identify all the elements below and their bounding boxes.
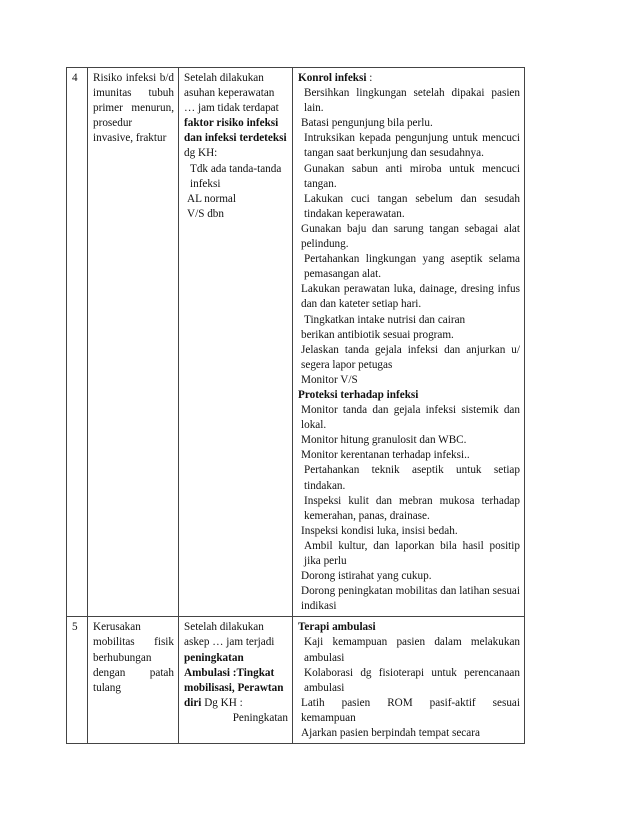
intervention-item: Intruksikan kepada pengunjung untuk mencuci tangan saat berkunjung dan sesudahnya. bbox=[304, 132, 520, 160]
intervention-item: Jelaskan tanda gejala infeksi dan anjurkan u/ segera lapor petugas bbox=[301, 343, 520, 371]
row-number: 5 bbox=[67, 617, 88, 744]
goal-tail: Dg KH : bbox=[204, 696, 243, 709]
intervention-item: Latih pasien ROM pasif-aktif sesuai kemampuan bbox=[301, 696, 520, 724]
intervention-item: Gunakan baju dan sarung tangan sebagai alat pelindung. bbox=[301, 222, 520, 251]
intervention-heading: Proteksi terhadap infeksi bbox=[298, 388, 419, 401]
table-row bbox=[67, 68, 525, 617]
intervention-heading: Konrol infeksi bbox=[298, 72, 367, 84]
goal-criterion: Peningkatan bbox=[232, 711, 288, 724]
goal-intro: Setelah dilakukan askep … jam terjadi bbox=[184, 621, 275, 649]
intervention-item: Tingkatkan intake nutrisi dan cairan bbox=[304, 313, 466, 326]
intervention-item: Bersihkan lingkungan setelah dipakai pasien lain. bbox=[304, 87, 520, 115]
goal-criterion: Tdk ada tanda-tanda infeksi bbox=[190, 162, 282, 190]
goal-cell bbox=[179, 68, 293, 617]
intervention-item: Lakukan perawatan luka, dainage, dresing infus dan dan kateter setiap hari. bbox=[301, 283, 520, 311]
row-number: 4 bbox=[67, 68, 88, 617]
intervention-item: Monitor kerentanan terhadap infeksi.. bbox=[301, 449, 470, 462]
intervention-heading-suffix: : bbox=[366, 72, 373, 84]
intervention-item: Lakukan cuci tangan sebelum dan sesudah tindakan keperawatan. bbox=[304, 192, 520, 220]
diagnosis-cell: Kerusakan mobilitas fisik berhubungan dengan patah tulang bbox=[88, 617, 179, 744]
intervention-item: Inspeksi kondisi luka, insisi bedah. bbox=[301, 524, 458, 537]
intervention-item: Inspeksi kulit dan mebran mukosa terhadap kemerahan, panas, drainase. bbox=[304, 494, 520, 522]
interventions-cell bbox=[293, 68, 525, 617]
intervention-heading: Terapi ambulasi bbox=[298, 621, 376, 634]
intervention-item: Monitor hitung granulosit dan WBC. bbox=[301, 434, 467, 447]
goal-criterion: V/S dbn bbox=[187, 207, 224, 220]
intervention-item: Kaji kemampuan pasien dalam melakukan ambulasi bbox=[304, 636, 520, 664]
goal-bold: peningkatan Ambulasi :Tingkat mobilisasi, Perawtan diri bbox=[184, 651, 284, 709]
intervention-item: Monitor tanda dan gejala infeksi sistemik dan lokal. bbox=[301, 404, 520, 432]
goal-criterion: AL normal bbox=[187, 192, 236, 205]
intervention-item: Pertahankan teknik aseptik untuk setiap tindakan. bbox=[304, 464, 520, 492]
intervention-item: Dorong istirahat yang cukup. bbox=[301, 570, 432, 583]
goal-intro: Setelah dilakukan asuhan keperawatan … jam tidak terdapat bbox=[184, 72, 279, 115]
diagnosis-cell: Risiko infeksi b/d imunitas tubuh primer menurun, prosedur invasive, fraktur bbox=[88, 68, 179, 617]
intervention-item: Dorong peningkatan mobilitas dan latihan sesuai indikasi bbox=[301, 585, 520, 613]
intervention-item: Batasi pengunjung bila perlu. bbox=[301, 117, 433, 130]
intervention-item: Ambil kultur, dan laporkan bila hasil positip jika perlu bbox=[304, 539, 520, 567]
goal-bold: faktor risiko infeksi dan infeksi terdeteksi bbox=[184, 117, 287, 145]
intervention-item: Pertahankan lingkungan yang aseptik selama pemasangan alat. bbox=[304, 253, 520, 281]
intervention-item: Ajarkan pasien berpindah tempat secara bbox=[301, 727, 480, 740]
intervention-item: Kolaborasi dg fisioterapi untuk perencanaan ambulasi bbox=[304, 666, 520, 694]
intervention-item: Monitor V/S bbox=[301, 373, 358, 386]
intervention-item: Gunakan sabun anti miroba untuk mencuci tangan. bbox=[304, 162, 520, 190]
goal-tail: dg KH: bbox=[184, 147, 218, 160]
table-row bbox=[67, 617, 525, 744]
nursing-care-plan-table bbox=[66, 67, 525, 744]
goal-cell bbox=[179, 617, 293, 744]
intervention-item: berikan antibiotik sesuai program. bbox=[301, 328, 454, 341]
interventions-cell bbox=[293, 617, 525, 744]
